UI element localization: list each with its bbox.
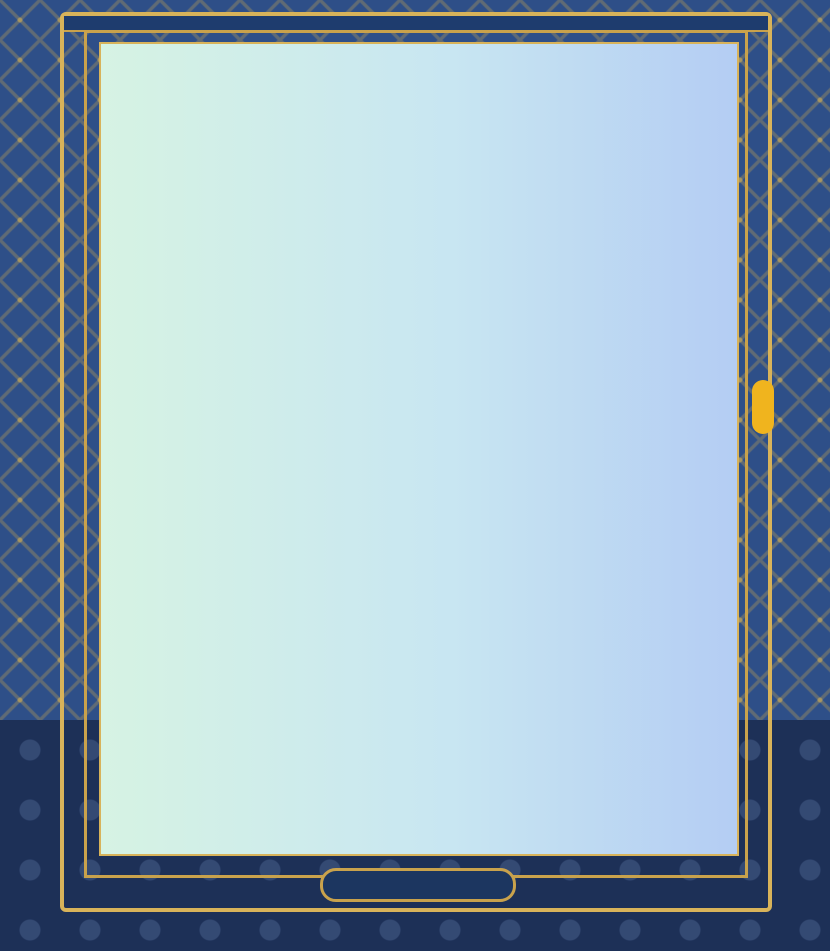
page-number-top	[395, 0, 435, 32]
ruku-marker	[752, 380, 774, 434]
manzil-plate	[320, 868, 516, 902]
quran-page	[99, 42, 739, 856]
